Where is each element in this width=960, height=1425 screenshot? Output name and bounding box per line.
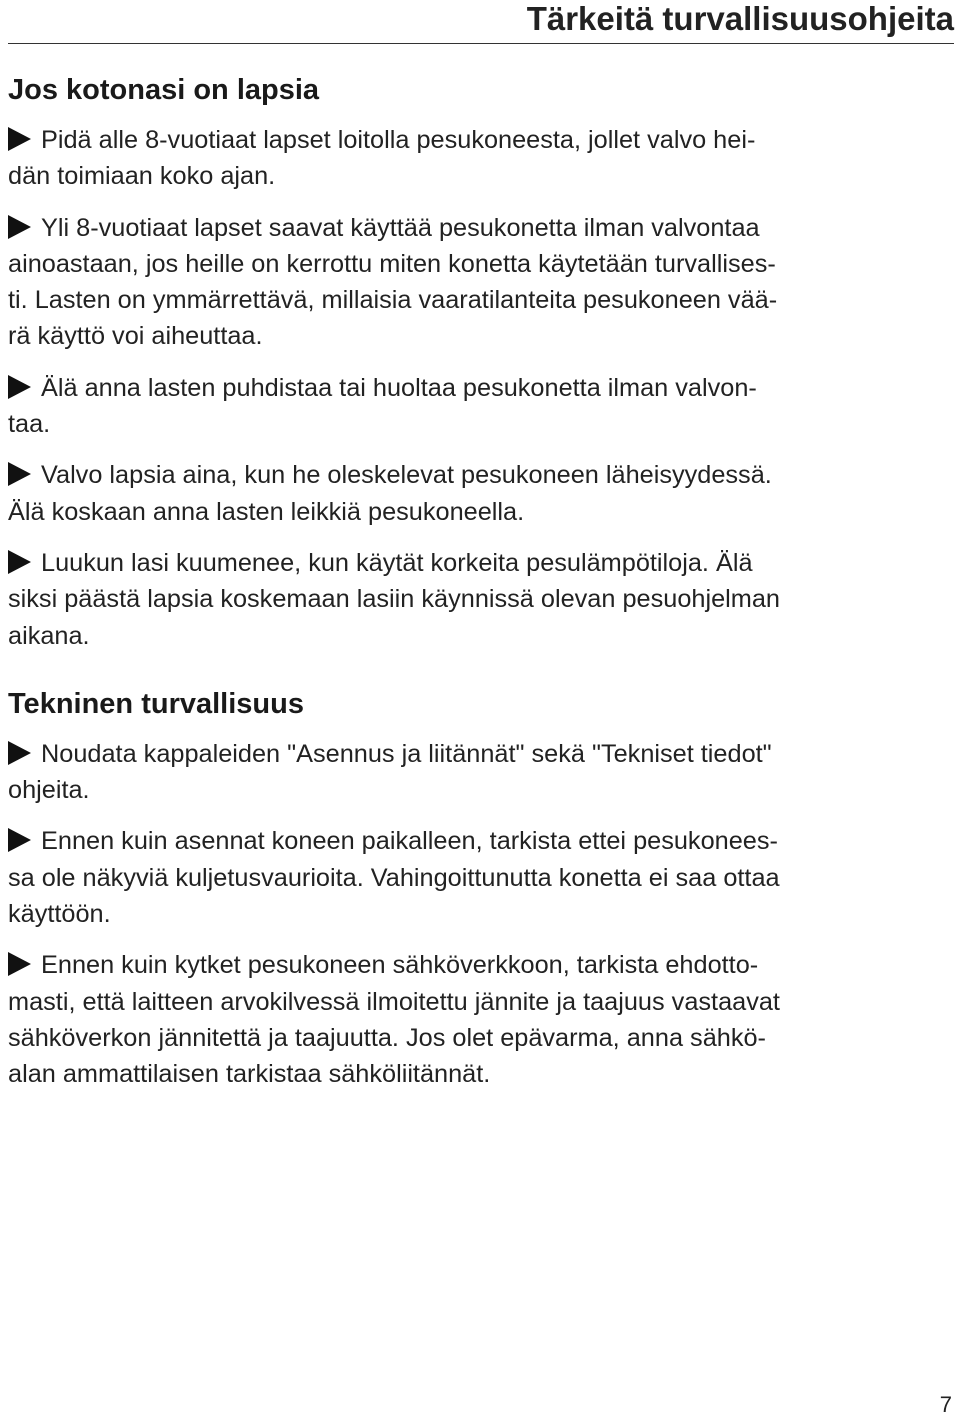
paragraph-line: Valvo lapsia aina, kun he oleskelevat pesukoneen läheisyydessä.	[41, 461, 772, 490]
paragraph-line: Noudata kappaleiden "Asennus ja liitännät" sekä "Tekniset tiedot"	[41, 739, 772, 768]
triangle-right-icon	[8, 741, 31, 765]
triangle-right-icon	[8, 462, 31, 486]
header-divider	[8, 43, 954, 44]
instruction-paragraph	[8, 457, 953, 530]
paragraph-line: käyttöön.	[8, 900, 111, 929]
paragraph-line: Ennen kuin asennat koneen paikalleen, tarkista ettei pesukonees-	[41, 827, 778, 856]
instruction-paragraph	[8, 370, 953, 443]
instruction-paragraph	[8, 823, 953, 932]
paragraph-line: ainoastaan, jos heille on kerrottu miten konetta käytetään turvallises-	[8, 249, 776, 278]
paragraph-line: sa ole näkyviä kuljetusvaurioita. Vahingoittunutta konetta ei saa ottaa	[8, 863, 780, 892]
paragraph-line: masti, että laitteen arvokilvessä ilmoitettu jännite ja taajuus vastaavat	[8, 987, 780, 1016]
paragraph-line: dän toimiaan koko ajan.	[8, 162, 276, 191]
instruction-paragraph	[8, 122, 953, 195]
page-number: 7	[939, 1392, 952, 1417]
paragraph-line: Älä koskaan anna lasten leikkiä pesukoneella.	[8, 497, 525, 526]
triangle-right-icon	[8, 215, 31, 239]
instruction-paragraph	[8, 210, 953, 355]
paragraph-line: ti. Lasten on ymmärrettävä, millaisia vaaratilanteita pesukoneen vää-	[8, 286, 778, 315]
instruction-paragraph	[8, 736, 953, 809]
paragraph-line: Ennen kuin kytket pesukoneen sähköverkkoon, tarkista ehdotto-	[41, 951, 759, 980]
page-header-title: Tärkeitä turvallisuusohjeita	[526, 0, 954, 37]
paragraph-line: ohjeita.	[8, 776, 90, 805]
instruction-paragraph	[8, 947, 953, 1092]
paragraph-line: siksi päästä lapsia koskemaan lasiin käynnissä olevan pesuohjelman	[8, 585, 780, 614]
paragraph-line: rä käyttö voi aiheuttaa.	[8, 322, 263, 351]
triangle-right-icon	[8, 127, 31, 151]
paragraph-line: Älä anna lasten puhdistaa tai huoltaa pesukonetta ilman valvon-	[41, 373, 757, 402]
triangle-right-icon	[8, 952, 31, 976]
document-body	[8, 70, 953, 1093]
paragraph-line: Yli 8-vuotiaat lapset saavat käyttää pesukonetta ilman valvontaa	[41, 213, 760, 242]
triangle-right-icon	[8, 550, 31, 574]
paragraph-line: sähköverkon jännitettä ja taajuutta. Jos olet epävarma, anna sähkö-	[8, 1023, 766, 1052]
section-heading: Jos kotonasi on lapsia	[8, 74, 320, 106]
triangle-right-icon	[8, 375, 31, 399]
paragraph-line: taa.	[8, 410, 51, 439]
instruction-paragraph	[8, 545, 953, 654]
triangle-right-icon	[8, 828, 31, 852]
paragraph-line: alan ammattilaisen tarkistaa sähköliitännät.	[8, 1060, 491, 1089]
section-heading: Tekninen turvallisuus	[8, 687, 304, 720]
paragraph-line: aikana.	[8, 621, 90, 650]
paragraph-line: Pidä alle 8-vuotiaat lapset loitolla pesukoneesta, jollet valvo hei-	[41, 126, 756, 154]
paragraph-line: Luukun lasi kuumenee, kun käytät korkeita pesulämpötiloja. Älä	[41, 548, 753, 577]
